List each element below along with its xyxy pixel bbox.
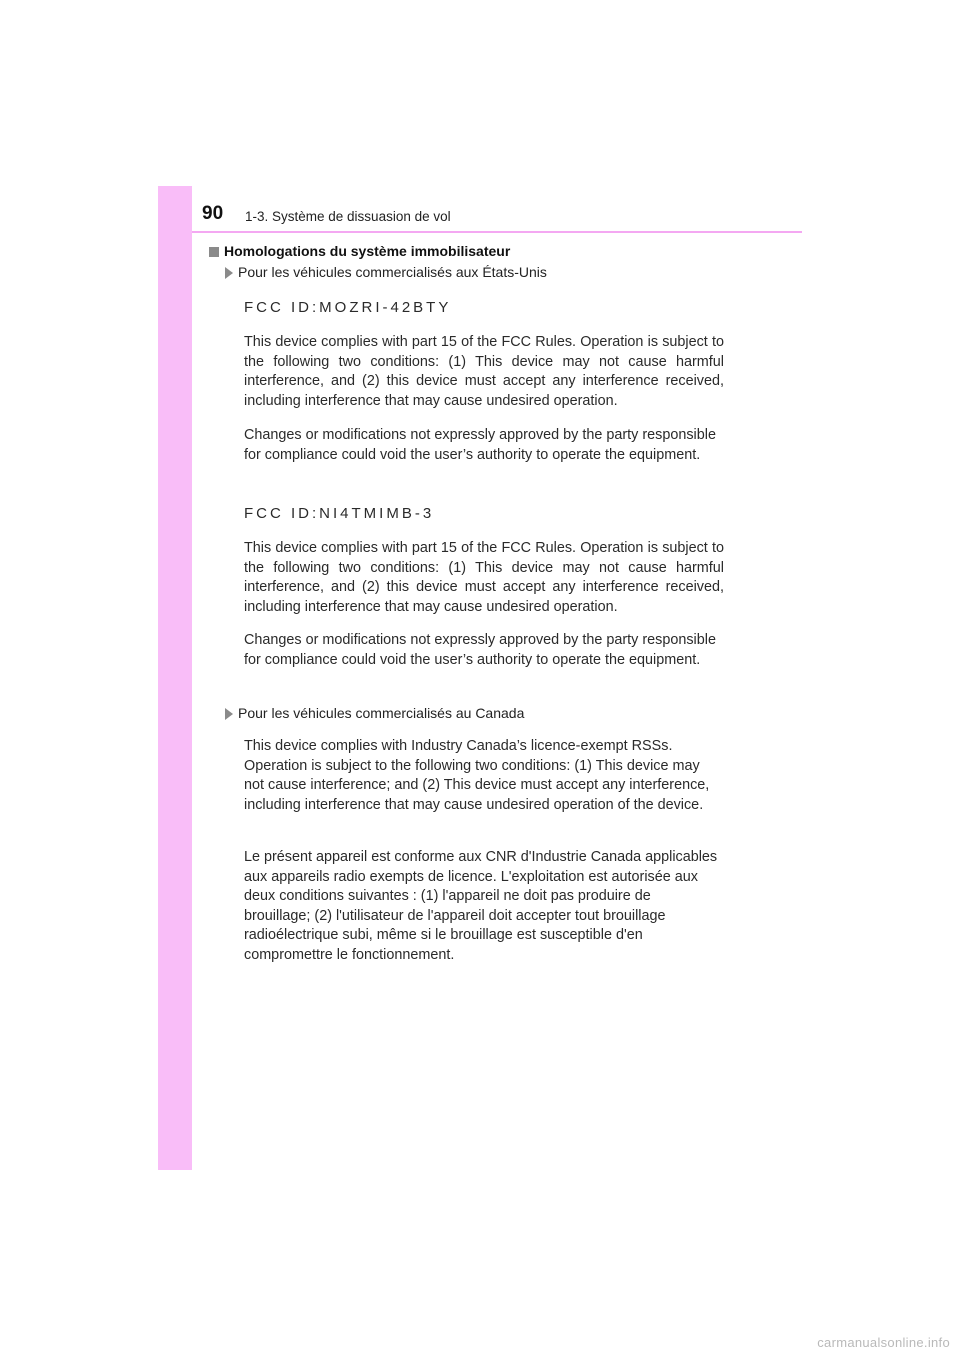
page-side-tab bbox=[158, 186, 192, 1170]
section-heading-text: Homologations du système immobilisateur bbox=[224, 243, 511, 259]
canada-subheading-text: Pour les véhicules commercialisés au Canada bbox=[238, 705, 525, 721]
arrow-right-icon bbox=[225, 267, 233, 279]
fcc2-compliance-text bbox=[244, 539, 724, 617]
fcc-id-1: FCC ID:MOZRI-42BTY bbox=[244, 299, 452, 316]
section-title: 1-3. Système de dissuasion de vol bbox=[245, 209, 451, 224]
page-number: 90 bbox=[202, 203, 224, 224]
canada-english-text bbox=[244, 737, 714, 815]
canada-subheading bbox=[225, 705, 524, 722]
fcc1-paragraph-1: This device complies with part 15 of the FCC Rules. Operation is subject to the following two conditions: (1) This device may not cause harmful interference, and (2) this device must accept any interference received, including interference that may cause undesired operation. bbox=[244, 334, 724, 409]
canada-paragraph-fr: Le présent appareil est conforme aux CNR d'Industrie Canada applicables aux appareils radio exempts de licence. L'exploitation est autorisée aux deux conditions suivantes : (1) l'appareil ne doit pas produire de brouillage; (2) l'utilisateur de l'appareil doit accepter tout brouillage radioélectrique subi, même si le brouillage est susceptible d'en compromettre le fonctionnement. bbox=[244, 849, 718, 963]
fcc2-paragraph-2: Changes or modifications not expressly approved by the party responsible for compliance could void the user’s authority to operate the equipment. bbox=[244, 632, 716, 668]
fcc2-paragraph-1: This device complies with part 15 of the FCC Rules. Operation is subject to the following two conditions: (1) This device may not cause harmful interference, and (2) this device must accept any interference received, including interference that may cause undesired operation. bbox=[244, 540, 724, 615]
fcc-id-2: FCC ID:NI4TMIMB-3 bbox=[244, 505, 435, 522]
canada-paragraph-en: This device complies with Industry Canada’s licence-exempt RSSs. Operation is subject to the following two conditions: (1) This device may not cause interference; and (2) This device must accept any interference, including interference that may cause undesired operation of the device. bbox=[244, 738, 710, 813]
fcc2-changes-text bbox=[244, 631, 724, 670]
fcc1-paragraph-2: Changes or modifications not expressly approved by the party responsible for compliance could void the user’s authority to operate the equipment. bbox=[244, 427, 716, 463]
usa-subheading-text: Pour les véhicules commercialisés aux États-Unis bbox=[238, 264, 547, 280]
header-rule bbox=[192, 231, 802, 233]
canada-french-text bbox=[244, 848, 720, 966]
fcc1-changes-text bbox=[244, 426, 724, 465]
section-heading bbox=[209, 243, 510, 260]
square-bullet-icon bbox=[209, 247, 219, 257]
usa-subheading bbox=[225, 264, 547, 281]
fcc1-compliance-text bbox=[244, 333, 724, 411]
arrow-right-icon bbox=[225, 708, 233, 720]
watermark: carmanualsonline.info bbox=[817, 1335, 950, 1350]
